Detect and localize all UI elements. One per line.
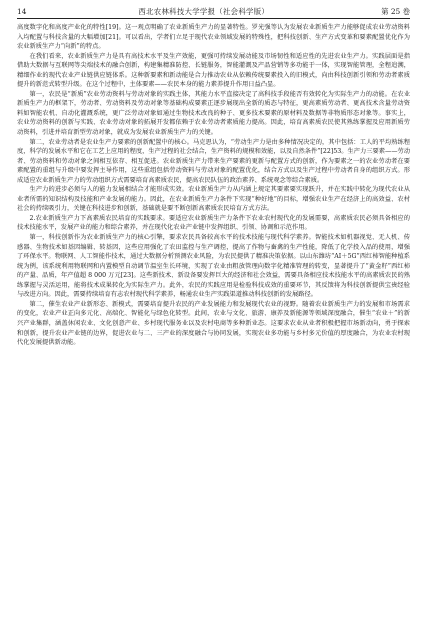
journal-title: 西北农林科技大学学报（社会科学版） [138, 7, 270, 16]
paragraph-1: 高度数字化和高度产业化的特性[19]。这一观点明确了农业新质生产力的显著特性。罗光强等认为发展农业新质生产力能够促成农业劳动资料入均配置与科技含量的大幅增加[21]。可以看出，学者们立足于现代农业领域发展的特殊性，把科技创新、生产方式变革和要素配置优化作为农业新质生产力“向新”的特点。 [17, 24, 410, 51]
paragraph-7: 第二，催生农业产业新形态、新模式，需要培育提升农民的产业发展能力和发展现代农业的视野。随着农业新质生产力的发展和市场需求的变化，农业产业正向多元化、高端化、智能化与绿色化转型。此间，农业与文化、旅游、康养及新能源等领域深度融合，催生“农业＋”的新兴产业集群，涵盖休闲农业、文化创意产业、乡村现代服务业以及农村电商等多种新业态。这要求农业从业者积极把握市场新动向，勇于探索和创新，提升农业产业链的边界，促进农业与二、三产业的深度融合与协同发展，实现农业多功能与乡村多元价值的厚度融合，为农业农村现代化发展提供新动能。 [17, 300, 410, 347]
paragraph-6: 第一，科技创新作为农业新质生产力的核心引擎，要求农民具备较高水平的技术技能与现代科学素养。智能技术如机器视觉、无人机、传感器、生物技术如基因编辑、转基因，这些应用强化了农田监控与生产调控，提高了作物与畜禽的生产性能，降低了化学投入品的使用，增强了环保水平。物联网、人工智能作技术，通过大数据分析预测农业风险，为农民提供了精准决策依据。以山东潍坊“AI＋5G”西红柿智能种植系统为例，该系统利用物联网和内置模型自动调节温室生长环境，实现了农业由粗放管理向数字化精准管理的转变，显著提升了“黄金籽”西红柿的产量、品质，年产值超 8 000 万元[23]。这些新技术、新设备要发挥巨大的经济和社会效益，需要具备相应技术技能水平的高素质农民的熟练掌握与灵活运用，能将技术成果转化为实际生产力。此外，农民的实践应用是检验科技成效的重要环节，其反馈将为科技创新提供宝贵经验与改进方向。因此，需要持续培育有志农村现代科学素养，畅通农业生产实践渠道推动科技创新的发展路径。 [17, 234, 410, 299]
paragraph-4: 第二，农业劳动者是农业生产力要素的创新配置中的核心。马克思认为，“劳动生产力是由多种情况决定的，其中包括：工人的平均熟练程度，科学的发展水平和它在工艺上应用的程度，生产过程的社会结合，生产资料的规模和效能，以及自然条件”[22]53。生产力三要素——劳动者、劳动资料和劳动对象之间相互依存、相互促进。农业新质生产力带来生产要素的更新与配置方式的创新，作为要素之一的农业劳动者在要素配置的重组与升级中要发挥主导作用，这些重组包括劳动资料与劳动对象的配置优化，结合方式以及生产过程中劳动者自身的组织方式。形成适应农业新质生产力的劳动组织方式需要培育高素质农民，提高农民队伍的政治素养、系统观念等综合素质。 [17, 138, 410, 184]
page-number: 14 [17, 7, 27, 16]
running-header [17, 6, 410, 19]
paragraph-5: 生产力的进步必须与人的能力发展相结合才能形成实效。农业新质生产力从内涵上规定其要素要实现跃升，并在实践中转化为现代农业从业者所需的知识结构及技能和产业发展的能力。因此，在农业新质生产力条件下实现“种好地”的目标，增强农业生产在经济上的高效益、农村社会的持续吸引力，关键在科技进步和创新，基础就是要不断创新高素质农民培育方式方法。 [17, 186, 410, 213]
volume-label: 第 25 卷 [381, 7, 410, 16]
article-body [17, 23, 410, 348]
paragraph-3: 第一，农民是“新质”农业劳动资料与劳动对象的实践主体，其能力水平直接决定了高科技手段能否有效转化为实际生产力的动能。在农业新质生产力的框架下，劳动者、劳动资料及劳动对象等基础构成要素正逐步展现出全新的质态与特征，更高素质劳动者、更高技术含量劳动资料如智能农机、自动化灌溉系统，更广泛劳动对象如通过生物技术改良的种子、更多技术要素的原材料及数据等非物质形态对象等。事实上，农业劳动资料的创新与实践、农业劳动对象的拓展开发都依赖于农业劳动者素质能力提高。因此，培育高素质农民使其熟练掌握及应用新质劳动资料，引进并培育新型劳动对象，就成为发展农业新质生产力的关键。 [17, 90, 410, 137]
section-heading: 2.农业新质生产力下高素质农民培育的实践要求。要适应农业新质生产力条件下农业农村现代化的发展需要，高素质农民必须具备相应的技术技能水平，发展产业的能力和综合素养，并在现代化农业产业链中发挥组织、引领、协调和示范作用。 [17, 214, 410, 232]
paragraph-2: 在我们看来，农业新质生产力是具有高技术水平及生产效能，更强可持续发展动能及市场韧性和适应性的先进农业生产力。实践层面是指借助大数据与互联网等尖端技术的融合创新，构建集精准防控、长链服务，智能灌溉及产品营销等多功能于一体，实现智能管理，全程追溯，精细作业的现代农业产业链供应链体系。这种新要素和新动能是合力推动农业从依赖传统要素投入的旧模式，向由科技创新引领和劳动者素质提升的新范式转型升级。在这个过程中，主体要素——农民本身的能力素养提升作用日益凸显。 [17, 52, 410, 89]
